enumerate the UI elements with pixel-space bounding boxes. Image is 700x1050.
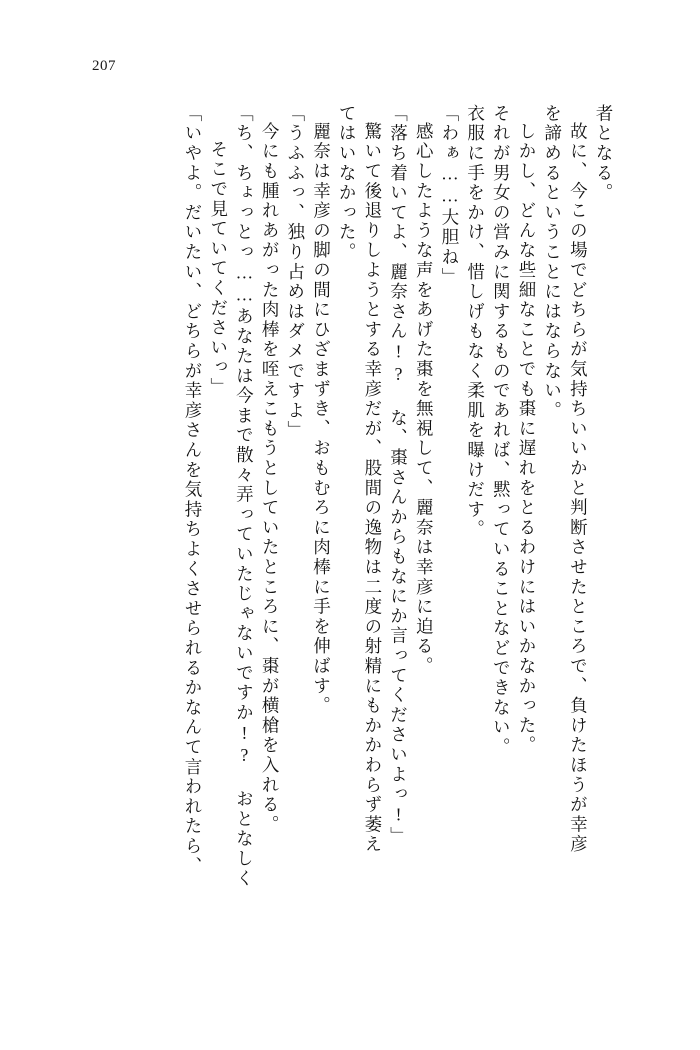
text-line: それが男女の営みに関するものであれば、黙っていることなどできない。	[491, 104, 512, 758]
text-line: を諦めるということにはならない。	[542, 104, 563, 421]
text-line: 「うふふっ、独り占めはダメですよ」	[285, 104, 306, 441]
text-line: 感心したような声をあげた棗を無視して、麗奈は幸彦に迫る。	[414, 122, 435, 677]
text-line: 「落ち着いてよ、麗奈さん!? な、棗さんからもなにか言ってくださいよっ!」	[388, 104, 409, 847]
text-line: しかし、どんな些細なことでも棗に遅れをとるわけにはいかなかった。	[516, 122, 537, 756]
text-line: 「いやよ。だいたい、どちらが幸彦さんを気持ちよくさせられるかなんて言われたら、	[183, 104, 203, 877]
text-line: 麗奈は幸彦の脚の間にひざまずき、おもむろに肉棒に手を伸ばす。	[311, 122, 332, 716]
text-line: 驚いて後退りしようとする幸彦だが、股間の逸物は二度の射精にもかかわらず萎え	[362, 122, 383, 855]
text-line: 者となる。	[594, 104, 614, 203]
text-line: 衣服に手をかけ、惜しげもなく柔肌を曝けだす。	[465, 104, 486, 540]
text-line: そこで見ていてくださいっ」	[208, 140, 229, 398]
text-line: 故に、今この場でどちらが気持ちいいかと判断させたところで、負けたほうが幸彦	[568, 122, 589, 855]
vertical-text-block	[72, 104, 612, 984]
page-number: 207	[92, 58, 116, 74]
text-line: 今にも腫れあがった肉棒を咥えこもうとしていたところに、棗が横槍を入れる。	[260, 122, 281, 835]
text-line: 「わぁ……大胆ね」	[439, 104, 460, 288]
text-line: 「ち、ちょっとっ……あなたは今まで散々弄っていたじゃないですか!? おとなしく	[234, 104, 255, 889]
text-line: てはいなかった。	[337, 104, 358, 263]
